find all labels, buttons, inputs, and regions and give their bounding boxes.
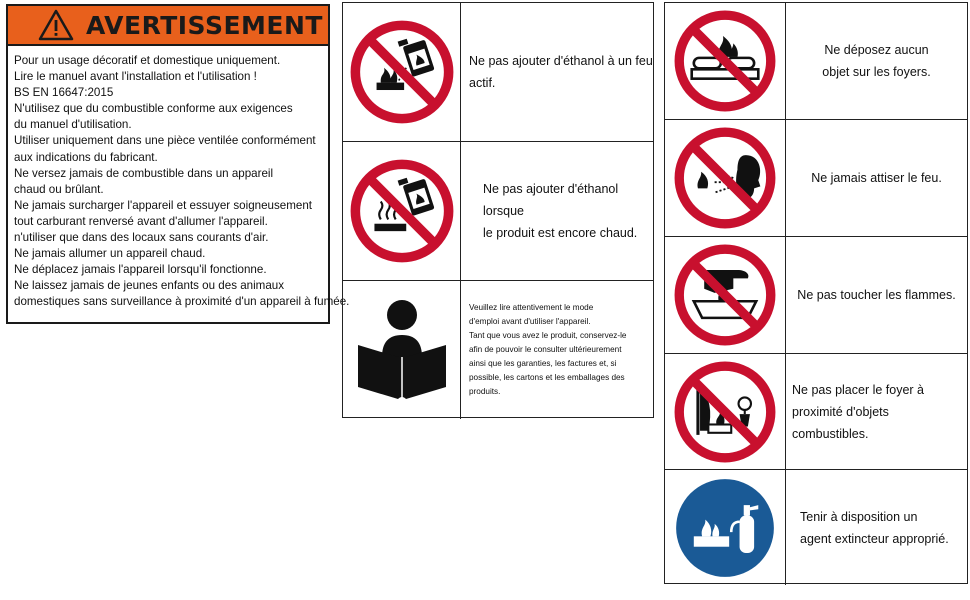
warning-header: [8, 6, 328, 46]
safety-row: [665, 354, 967, 470]
safety-row: [665, 470, 967, 585]
icon-cell: [665, 237, 786, 353]
icon-cell: [343, 281, 461, 419]
safety-text-line: Ne déposez aucun: [824, 43, 929, 57]
no-ethanol-hot-product-icon: [349, 158, 455, 264]
manual-line: afin de pouvoir le consulter ultérieurement: [469, 345, 622, 354]
warning-line: tout carburant renversé avant d'allumer l'appareil.: [14, 214, 268, 228]
safety-row: [665, 237, 967, 354]
safety-row: [665, 120, 967, 237]
manual-line: Veuillez lire attentivement le mode: [469, 303, 594, 312]
text-cell: [461, 281, 653, 419]
warning-title: AVERTISSEMENT: [86, 10, 323, 40]
warning-text: [8, 46, 350, 311]
safety-text: Ne jamais attiser le feu.: [811, 171, 942, 185]
warning-line: aux indications du fabricant.: [14, 150, 158, 164]
icon-cell: [665, 120, 786, 236]
safety-row: [343, 3, 653, 142]
warning-line: Ne laissez jamais de jeunes enfants ou des animaux: [14, 279, 285, 293]
extinguisher-available-icon: [673, 476, 777, 580]
warning-line: domestiques sans surveillance à proximité d'un appareil à fumée.: [14, 295, 350, 309]
safety-text-line: Tenir à disposition un: [800, 509, 918, 524]
warning-panel: [6, 4, 350, 324]
text-cell: [786, 3, 967, 119]
warning-line: Lire le manuel avant l'installation et l'utilisation !: [14, 70, 257, 84]
icon-cell: [665, 470, 786, 585]
text-cell: [786, 237, 967, 353]
text-cell: [786, 470, 967, 585]
safety-text-line: Ne pas placer le foyer à: [792, 382, 925, 397]
warning-line: BS EN 16647:2015: [14, 86, 114, 100]
safety-text: [483, 178, 653, 244]
safety-text-line: proximité d'objets combustibles.: [792, 404, 889, 441]
safety-text-line: objet sur les foyers.: [822, 65, 931, 79]
text-cell: [461, 142, 653, 280]
manual-line: Tant que vous avez le produit, conservez-le: [469, 331, 627, 340]
warning-line: Ne déplacez jamais l'appareil lorsqu'il fonctionne.: [14, 263, 267, 277]
icon-cell: [343, 3, 461, 141]
safety-row: [665, 3, 967, 120]
warning-triangle-icon: [38, 9, 74, 41]
safety-text: [792, 379, 967, 445]
icon-cell: [343, 142, 461, 280]
warning-line: Utiliser uniquement dans une pièce ventilée conformément: [14, 134, 316, 148]
middle-safety-table: [342, 2, 654, 418]
manual-line: d'emploi avant d'utiliser l'appareil.: [469, 317, 591, 326]
no-combustibles-nearby-icon: [673, 360, 777, 464]
warning-line: Pour un usage décoratif et domestique uniquement.: [14, 54, 281, 67]
safety-text-line: agent extincteur approprié.: [800, 531, 949, 546]
no-ethanol-active-fire-icon: [349, 19, 455, 125]
manual-line: ainsi que les garanties, les factures et, si: [469, 359, 617, 368]
manual-instructions: [469, 301, 653, 399]
safety-text: Ne pas ajouter d'éthanol à un feu actif.: [469, 54, 653, 90]
safety-text: Ne pas toucher les flammes.: [797, 288, 956, 302]
warning-line: Ne versez jamais de combustible dans un appareil: [14, 166, 274, 180]
icon-cell: [665, 354, 786, 469]
warning-line: du manuel d'utilisation.: [14, 118, 132, 132]
text-cell: [461, 3, 653, 141]
no-blowing-fire-icon: [673, 126, 777, 230]
warning-line: Ne jamais surcharger l'appareil et essuyer soigneusement: [14, 198, 313, 212]
manual-line: possible, les cartons et les emballages des produits.: [469, 373, 625, 396]
icon-cell: [665, 3, 786, 119]
right-safety-table: [664, 2, 968, 584]
safety-text: [822, 39, 930, 83]
text-cell: [786, 354, 967, 469]
safety-row: [343, 142, 653, 281]
text-cell: [786, 120, 967, 236]
warning-line: n'utiliser que dans des locaux sans courants d'air.: [14, 231, 269, 245]
warning-line: Ne jamais allumer un appareil chaud.: [14, 247, 206, 261]
safety-text-line: Ne pas ajouter d'éthanol lorsque: [483, 182, 619, 218]
safety-text: [800, 506, 949, 550]
no-touching-flames-icon: [673, 243, 777, 347]
warning-line: N'utilisez que du combustible conforme aux exigences: [14, 102, 293, 116]
safety-text-line: le produit est encore chaud.: [483, 226, 638, 240]
safety-row: [343, 281, 653, 419]
read-manual-icon: [352, 295, 452, 405]
warning-line: chaud ou brûlant.: [14, 182, 104, 196]
no-objects-on-hearth-icon: [673, 9, 777, 113]
